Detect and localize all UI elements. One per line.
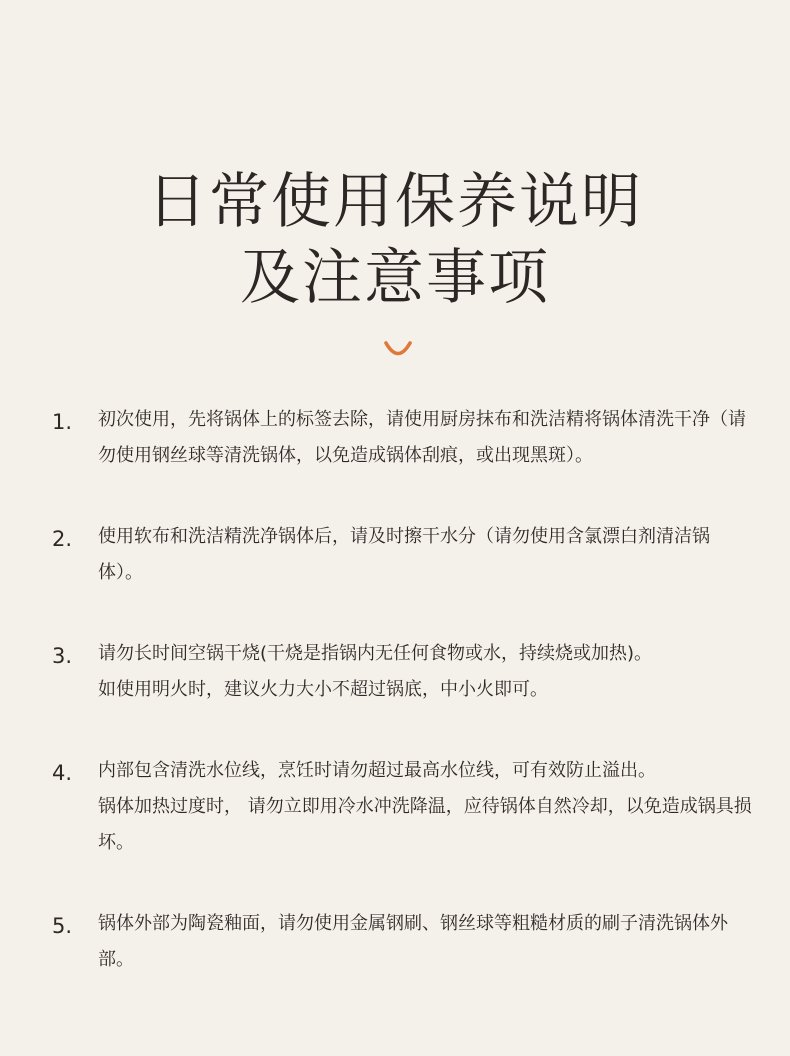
item-text: 使用软布和洗洁精洗净锅体后，请及时擦干水分（请勿使用含氯漂白剂清洁锅体）。 — [98, 526, 710, 583]
item-number: 4. — [52, 761, 73, 785]
item-number: 5. — [52, 914, 73, 938]
item-text: 请勿长时间空锅干烧(干烧是指锅内无任何食物或水，持续烧或加热)。 — [98, 643, 653, 664]
list-item — [52, 906, 752, 978]
page-title-line-1: 日常使用保养说明 — [147, 167, 643, 237]
list-item — [52, 402, 752, 474]
smile-icon — [383, 340, 413, 358]
item-text: 锅体加热过度时， 请勿立即用冷水冲洗降温，应待锅体自然冷却，以免造成锅具损坏。 — [98, 796, 752, 853]
item-number: 2. — [52, 527, 73, 551]
list-item — [52, 636, 752, 708]
item-text: 初次使用，先将锅体上的标签去除，请使用厨房抹布和洗洁精将锅体清洗干净（请勿使用钢丝球等清洗锅体，以免造成锅体刮痕，或出现黑斑）。 — [98, 409, 746, 466]
instructions-list — [52, 402, 752, 1023]
list-item — [52, 753, 752, 861]
list-item — [52, 519, 752, 591]
item-text: 锅体外部为陶瓷釉面，请勿使用金属钢刷、钢丝球等粗糙材质的刷子清洗锅体外部。 — [98, 913, 728, 970]
item-text: 内部包含清洗水位线，烹饪时请勿超过最高水位线，可有效防止溢出。 — [98, 760, 656, 781]
item-number: 3. — [52, 644, 73, 668]
page-title — [0, 164, 790, 316]
page-title-line-2: 及注意事项 — [240, 243, 550, 313]
item-number: 1. — [52, 410, 73, 434]
item-text: 如使用明火时，建议火力大小不超过锅底，中小火即可。 — [98, 679, 548, 700]
